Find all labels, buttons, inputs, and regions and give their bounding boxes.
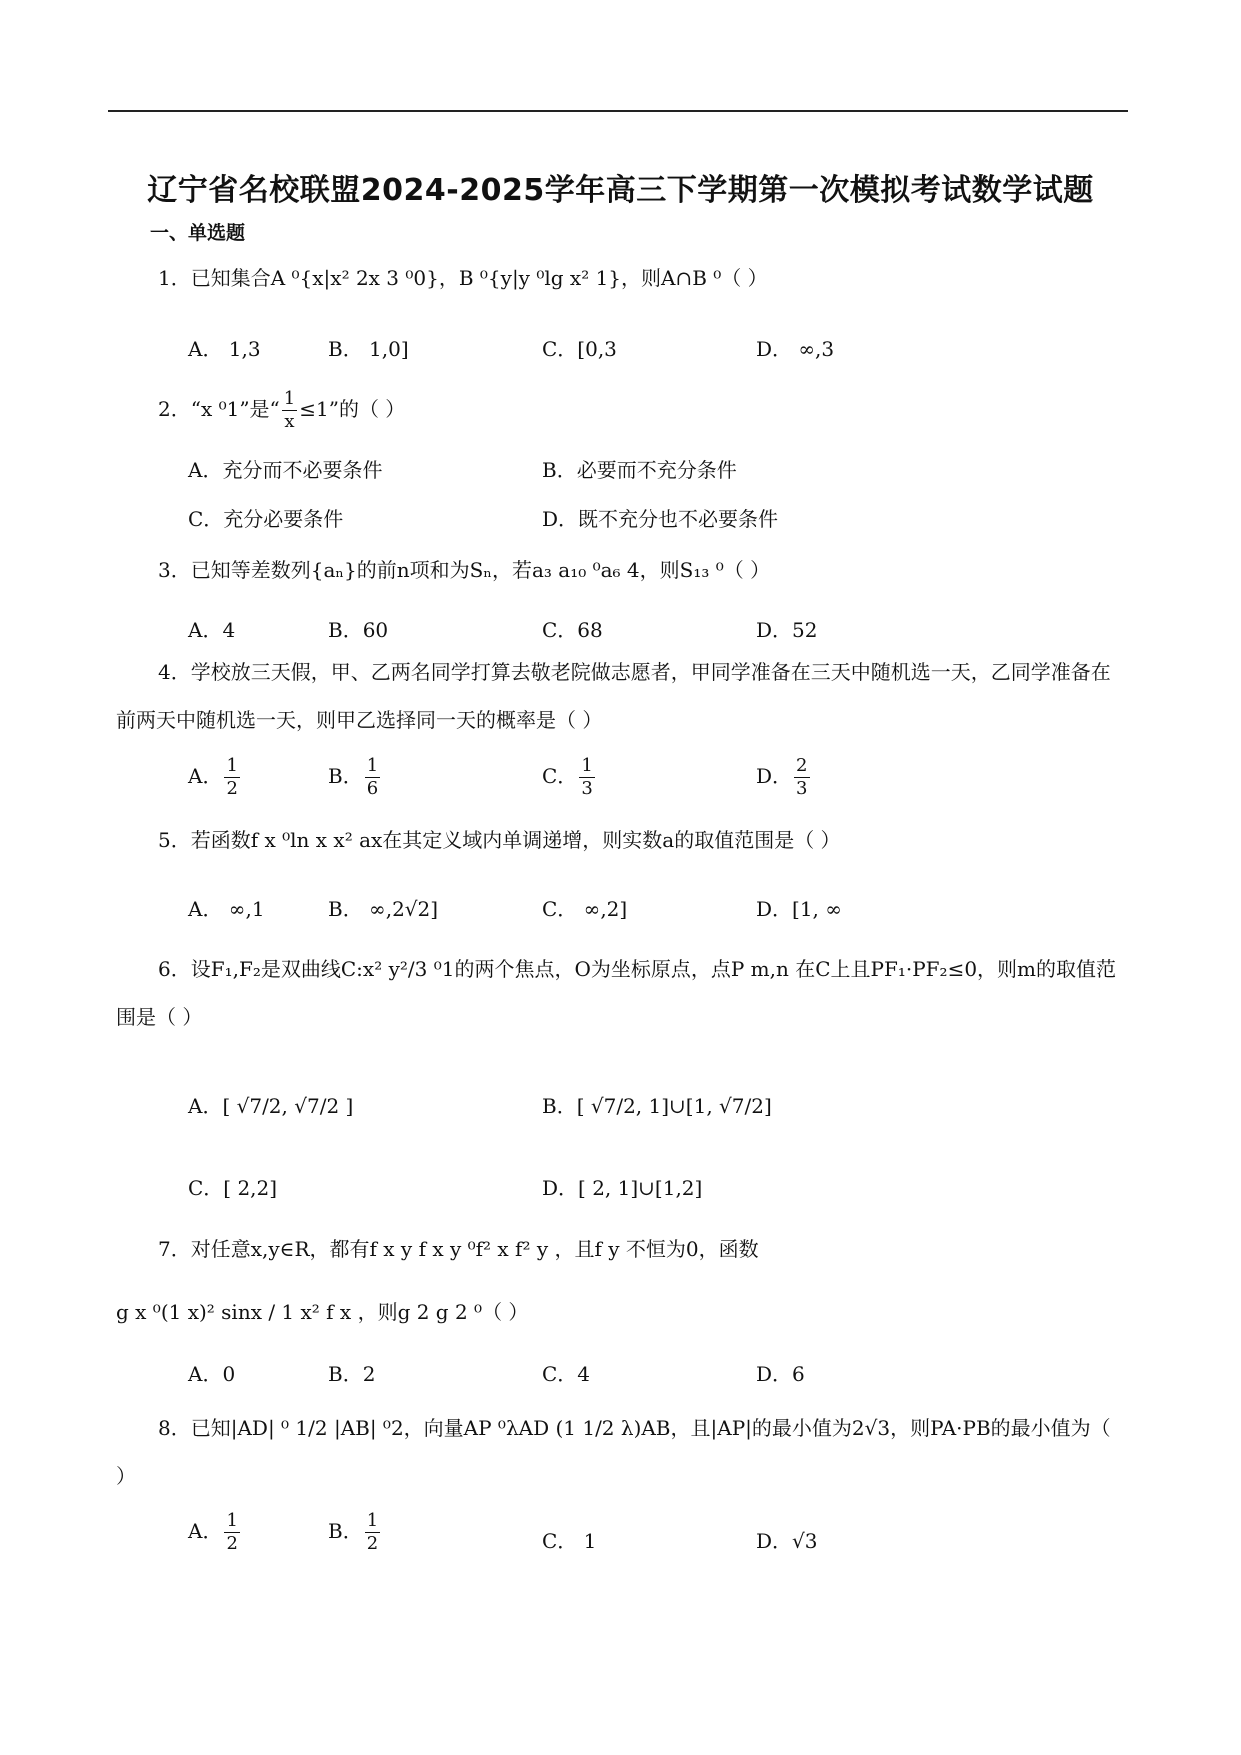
question-3-option-d: D．52	[756, 618, 818, 642]
question-2-option-b: B．必要而不充分条件	[542, 458, 737, 482]
question-6-option-d: D．[ 2, 1]∪[1,2]	[542, 1176, 703, 1200]
question-4-option-b	[328, 755, 382, 800]
fraction-denominator: 3	[796, 778, 808, 799]
question-4-stem: 4．学校放三天假，甲、乙两名同学打算去敬老院做志愿者，甲同学准备在三天中随机选一天，乙同学准备在前两天中随机选一天，则甲乙选择同一天的概率是（ ）	[116, 660, 1111, 732]
question-7-option-d: D．6	[756, 1362, 805, 1386]
question-7-line-1: 7．对任意x,y∈R，都有f x y f x y ⁰f² x f² y ，且f y 不恒为0，函数	[158, 1237, 759, 1261]
fraction-denominator: 2	[226, 778, 238, 799]
question-8-option-d: D．√3	[756, 1529, 818, 1553]
question-5-option-a: A． ∞,1	[188, 897, 265, 921]
fraction-numerator: 1	[366, 1510, 379, 1531]
option-fraction	[365, 1510, 380, 1555]
option-fraction	[224, 755, 239, 800]
question-7-line-2: g x ⁰(1 x)² sinx / 1 x² f x ，则g 2 g 2 ⁰（ ）	[116, 1300, 529, 1324]
fraction-denominator: x	[284, 411, 295, 432]
question-7-option-c: C．4	[542, 1362, 591, 1386]
question-5-stem: 5．若函数f x ⁰ln x x² ax在其定义域内单调递增，则实数a的取值范围是（ ）	[158, 828, 841, 852]
question-5-option-b: B． ∞,2√2]	[328, 897, 439, 921]
question-6-option-b: B．[ √7/2, 1]∪[1, √7/2]	[542, 1094, 772, 1118]
fraction-numerator: 1	[366, 755, 379, 776]
question-4-option-c	[542, 755, 597, 800]
option-fraction	[579, 755, 594, 800]
question-1-stem: 1．已知集合A ⁰{x|x² 2x 3 ⁰0}，B ⁰{y|y ⁰lg x² 1}，则A∩B ⁰（ ）	[158, 266, 768, 290]
option-label: C．	[542, 764, 578, 788]
question-4-option-d	[756, 755, 812, 800]
question-3-stem: 3．已知等差数列{aₙ}的前n项和为Sₙ，若a₃ a₁₀ ⁰a₆ 4，则S₁₃ ⁰（ ）	[158, 558, 771, 582]
fraction-numerator: 1	[283, 388, 296, 409]
option-label: B．	[328, 1519, 363, 1543]
question-1-option-a: A． 1,3	[188, 337, 261, 361]
option-fraction	[224, 1510, 239, 1555]
question-3-option-c: C．68	[542, 618, 603, 642]
question-5-option-d: D．[1, ∞	[756, 897, 842, 921]
question-3-option-a: A．4	[188, 618, 236, 642]
question-7-option-a: A．0	[188, 1362, 236, 1386]
section-heading: 一、单选题	[150, 222, 246, 244]
fraction-denominator: 2	[226, 1533, 238, 1554]
question-2-stem-post: ≤1”的（ ）	[299, 397, 406, 421]
question-6-stem: 6．设F₁,F₂是双曲线C:x² y²/3 ⁰1的两个焦点，O为坐标原点，点P m,n 在C上且PF₁·PF₂≤0，则m的取值范围是（ ）	[116, 957, 1117, 1029]
question-2-option-d: D．既不充分也不必要条件	[542, 507, 779, 531]
question-1-option-d: D． ∞,3	[756, 337, 835, 361]
option-label: D．	[756, 764, 793, 788]
option-fraction	[365, 755, 380, 800]
fraction-denominator: 3	[581, 778, 593, 799]
question-8-option-c: C． 1	[542, 1529, 597, 1553]
question-2-fraction	[282, 388, 297, 433]
fraction-numerator: 2	[796, 755, 808, 776]
question-2-stem-pre: 2．“x ⁰1”是“	[158, 397, 280, 421]
fraction-numerator: 1	[226, 1510, 238, 1531]
option-label: A．	[188, 1519, 223, 1543]
question-6-option-a: A．[ √7/2, √7/2 ]	[188, 1094, 354, 1118]
question-2-option-c: C．充分必要条件	[188, 507, 344, 531]
fraction-denominator: 6	[366, 778, 379, 799]
question-6-option-c: C．[ 2,2]	[188, 1176, 278, 1200]
fraction-numerator: 1	[581, 755, 593, 776]
question-2-stem	[158, 385, 405, 433]
question-3-option-b: B．60	[328, 618, 389, 642]
question-1-option-c: C．[0,3	[542, 337, 617, 361]
question-2-option-a: A．充分而不必要条件	[188, 458, 383, 482]
header-rule	[108, 110, 1128, 112]
question-8-option-a	[188, 1510, 242, 1555]
question-8-option-b	[328, 1510, 382, 1555]
question-7-option-b: B．2	[328, 1362, 376, 1386]
question-4-option-a	[188, 755, 242, 800]
fraction-denominator: 2	[366, 1533, 379, 1554]
page-title: 辽宁省名校联盟2024-2025学年高三下学期第一次模拟考试数学试题	[147, 173, 1094, 208]
question-5-option-c: C． ∞,2]	[542, 897, 628, 921]
option-fraction	[794, 755, 809, 800]
fraction-numerator: 1	[226, 755, 238, 776]
option-label: A．	[188, 764, 223, 788]
question-1-option-b: B． 1,0]	[328, 337, 409, 361]
option-label: B．	[328, 764, 363, 788]
question-8-stem: 8．已知|AD| ⁰ 1/2 |AB| ⁰2，向量AP ⁰λAD (1 1/2 λ)AB，且|AP|的最小值为2√3，则PA·PB的最小值为（ ）	[116, 1416, 1111, 1488]
